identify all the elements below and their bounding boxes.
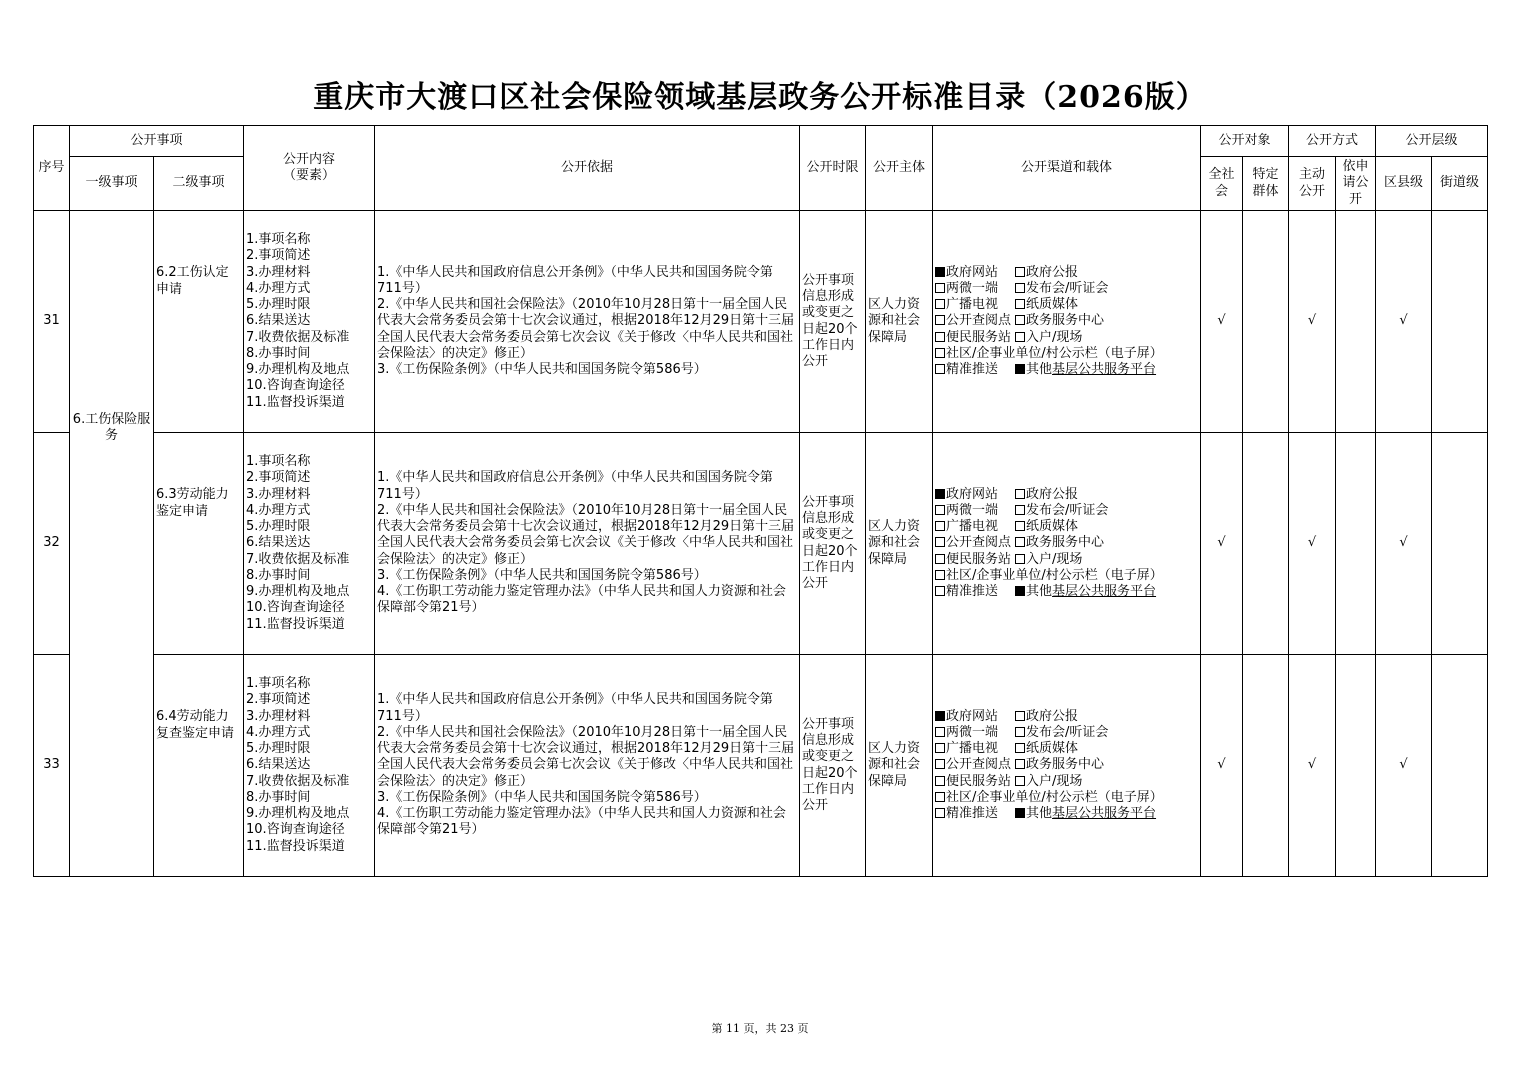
- channel-row: [935, 552, 1198, 568]
- channel-label: 入户/现场: [1026, 773, 1083, 789]
- header-content-label: 公开内容（要素）: [283, 151, 336, 183]
- checkbox-icon: [935, 586, 945, 596]
- cell-street: [1432, 433, 1488, 655]
- channel-item: [1015, 709, 1078, 725]
- channel-label: 社区/企事业单位/村公示栏（电子屏）: [946, 789, 1163, 805]
- checkbox-icon: [1015, 299, 1025, 309]
- checkbox-icon: [935, 537, 945, 547]
- channel-label: 入户/现场: [1026, 551, 1083, 567]
- header-content: [244, 126, 375, 211]
- header-level1: 一级事项: [70, 157, 154, 211]
- basis-item: 2.《中华人民共和国社会保险法》（2010年10月28日第十一届全国人民代表大会常务委员会第十七次会议通过，根据2018年12月29日第十三届全国人民代表大会常务委员会第七次会议《关于修改〈中华人民共和国社会保险法〉的决定》修正）: [377, 724, 795, 789]
- page-footer: 第 11 页，共 23 页: [711, 1022, 809, 1035]
- channel-item: [1015, 806, 1156, 822]
- content-item: 2.事项简述: [246, 692, 311, 708]
- channel-item: [935, 519, 1015, 535]
- channel-row: [935, 362, 1198, 378]
- page-title: 重庆市大渡口区社会保险领域基层政务公开标准目录（2026版）: [313, 80, 1207, 115]
- cell-specific-group: [1243, 433, 1289, 655]
- channel-label: 两微一端: [946, 724, 999, 740]
- channel-label: 发布会/听证会: [1026, 280, 1109, 296]
- channel-item: [1015, 330, 1082, 346]
- channel-item: [1015, 297, 1078, 313]
- checkbox-icon: [1015, 489, 1025, 499]
- channel-row: [935, 568, 1198, 584]
- channel-label: 精准推送: [946, 584, 999, 600]
- content-item: 4.办理方式: [246, 502, 311, 518]
- channel-item: [935, 806, 1015, 822]
- cell-level2: 6.3劳动能力鉴定申请: [154, 433, 244, 655]
- channel-item: [935, 330, 1015, 346]
- checkbox-icon: [935, 364, 945, 374]
- checkbox-icon: [1015, 283, 1025, 293]
- checkbox-icon: [935, 315, 945, 325]
- content-item: 9.办理机构及地点: [246, 584, 350, 600]
- channel-item: [1015, 584, 1156, 600]
- cell-on-request: [1336, 211, 1376, 433]
- cell-specific-group: [1243, 211, 1289, 433]
- checkbox-icon: [1015, 711, 1025, 721]
- basis-item: 2.《中华人民共和国社会保险法》（2010年10月28日第十一届全国人民代表大会常务委员会第十七次会议通过，根据2018年12月29日第十三届全国人民代表大会常务委员会第七次会议《关于修改〈中华人民共和国社会保险法〉的决定》修正）: [377, 502, 795, 567]
- content-item: 7.收费依据及标准: [246, 329, 350, 345]
- header-level: 公开层级: [1376, 126, 1488, 157]
- channel-label: 纸质媒体: [1026, 741, 1079, 757]
- content-item: 3.办理材料: [246, 708, 311, 724]
- content-item: 2.事项简述: [246, 470, 311, 486]
- content-item: 1.事项名称: [246, 232, 311, 248]
- content-item: 5.办理时限: [246, 741, 311, 757]
- channel-label: 广播电视: [946, 741, 999, 757]
- cell-content: [244, 655, 375, 877]
- channel-extra: 基层公共服务平台: [1052, 584, 1157, 600]
- cell-time-limit: 公开事项信息形成或变更之日起20个工作日内公开: [800, 211, 866, 433]
- channel-label: 政务服务中心: [1026, 535, 1105, 551]
- channel-item: [1015, 487, 1078, 503]
- channel-item: [935, 281, 1015, 297]
- basis-item: 2.《中华人民共和国社会保险法》（2010年10月28日第十一届全国人民代表大会常务委员会第十七次会议通过，根据2018年12月29日第十三届全国人民代表大会常务委员会第七次会议《关于修改〈中华人民共和国社会保险法〉的决定》修正）: [377, 297, 795, 361]
- channel-label: 公开查阅点: [946, 757, 1012, 773]
- channel-item: [1015, 362, 1156, 378]
- channel-item: [1015, 552, 1082, 568]
- channel-extra: 基层公共服务平台: [1052, 362, 1157, 378]
- channel-item: [1015, 535, 1104, 551]
- channel-row: [935, 741, 1198, 757]
- cell-channel: [933, 655, 1201, 877]
- content-item: 11.监督投诉渠道: [246, 394, 345, 410]
- header-whole-society: [1201, 157, 1243, 211]
- channel-item: [935, 568, 1163, 584]
- table-row: [34, 211, 1488, 433]
- header-on-request: [1336, 157, 1376, 211]
- cell-level1: [70, 211, 154, 655]
- channel-row: [935, 281, 1198, 297]
- header-active: [1289, 157, 1336, 211]
- channel-label: 入户/现场: [1026, 329, 1083, 345]
- cell-basis: [375, 211, 800, 433]
- cell-seq: 33: [34, 655, 70, 877]
- channel-item: [935, 535, 1015, 551]
- channel-item: [935, 313, 1015, 329]
- channel-item: [1015, 774, 1082, 790]
- cell-street: [1432, 211, 1488, 433]
- content-item: 4.办理方式: [246, 724, 311, 740]
- cell-content: [244, 211, 375, 433]
- checkbox-icon: [1015, 586, 1025, 596]
- checkbox-icon: [935, 267, 945, 277]
- channel-label: 两微一端: [946, 502, 999, 518]
- channel-row: [935, 265, 1198, 281]
- catalog-table: [33, 125, 1488, 877]
- content-item: 6.结果送达: [246, 757, 311, 773]
- cell-whole-society: √: [1201, 211, 1243, 433]
- checkbox-icon: [1015, 808, 1025, 818]
- checkbox-icon: [935, 727, 945, 737]
- cell-street: [1432, 655, 1488, 877]
- cell-basis: [375, 655, 800, 877]
- channel-item: [935, 584, 1015, 600]
- channel-row: [935, 519, 1198, 535]
- basis-item: 1.《中华人民共和国政府信息公开条例》（中华人民共和国国务院令第711号）: [377, 264, 773, 296]
- channel-label: 发布会/听证会: [1026, 502, 1109, 518]
- channel-item: [1015, 725, 1108, 741]
- channel-item: [935, 725, 1015, 741]
- cell-level2: 6.4劳动能力复查鉴定申请: [154, 655, 244, 877]
- header-object: 公开对象: [1201, 126, 1289, 157]
- basis-item: 4.《工伤职工劳动能力鉴定管理办法》（中华人民共和国人力资源和社会保障部令第21号）: [377, 584, 786, 616]
- cell-time-limit: 公开事项信息形成或变更之日起20个工作日内公开: [800, 655, 866, 877]
- header-district: 区县级: [1376, 157, 1432, 211]
- channel-item: [1015, 519, 1078, 535]
- basis-item: 3.《工伤保险条例》（中华人民共和国国务院令第586号）: [377, 567, 707, 583]
- channel-item: [1015, 757, 1104, 773]
- basis-item: 1.《中华人民共和国政府信息公开条例》（中华人民共和国国务院令第711号）: [377, 692, 773, 724]
- basis-item: 4.《工伤职工劳动能力鉴定管理办法》（中华人民共和国人力资源和社会保障部令第21号）: [377, 806, 786, 838]
- cell-active: √: [1289, 433, 1336, 655]
- channel-label: 政务服务中心: [1026, 313, 1105, 329]
- content-item: 7.收费依据及标准: [246, 773, 350, 789]
- checkbox-icon: [1015, 537, 1025, 547]
- checkbox-icon: [1015, 332, 1025, 342]
- channel-label: 广播电视: [946, 297, 999, 313]
- checkbox-icon: [935, 792, 945, 802]
- channel-label: 公开查阅点: [946, 313, 1012, 329]
- checkbox-icon: [935, 348, 945, 358]
- cell-specific-group: [1243, 655, 1289, 877]
- cell-level2: 6.2工伤认定申请: [154, 211, 244, 433]
- channel-label: 两微一端: [946, 280, 999, 296]
- channel-item: [935, 709, 1015, 725]
- content-item: 10.咨询查询途径: [246, 600, 345, 616]
- channel-item: [1015, 281, 1108, 297]
- channel-row: [935, 297, 1198, 313]
- channel-label: 其他: [1026, 584, 1053, 600]
- level1-label: 6.工伤保险服务: [72, 412, 151, 444]
- channel-row: [935, 487, 1198, 503]
- checkbox-icon: [1015, 759, 1025, 769]
- content-item: 10.咨询查询途径: [246, 378, 345, 394]
- basis-item: 3.《工伤保险条例》（中华人民共和国国务院令第586号）: [377, 362, 707, 378]
- channel-label: 纸质媒体: [1026, 297, 1079, 313]
- checkbox-icon: [935, 570, 945, 580]
- cell-whole-society: √: [1201, 433, 1243, 655]
- checkbox-icon: [935, 283, 945, 293]
- header-street: 街道级: [1432, 157, 1488, 211]
- content-item: 8.办事时间: [246, 567, 311, 583]
- channel-row: [935, 725, 1198, 741]
- cell-on-request: [1336, 433, 1376, 655]
- content-item: 4.办理方式: [246, 280, 311, 296]
- table-row: [34, 433, 1488, 655]
- content-item: 11.监督投诉渠道: [246, 616, 345, 632]
- cell-time-limit: 公开事项信息形成或变更之日起20个工作日内公开: [800, 433, 866, 655]
- channel-label: 其他: [1026, 806, 1053, 822]
- header-subject: 公开主体: [866, 126, 933, 211]
- header-basis: 公开依据: [375, 126, 800, 211]
- cell-seq: 32: [34, 433, 70, 655]
- content-item: 8.办事时间: [246, 789, 311, 805]
- table-row: [34, 655, 1488, 877]
- channel-label: 精准推送: [946, 806, 999, 822]
- checkbox-icon: [1015, 505, 1025, 515]
- cell-district: √: [1376, 211, 1432, 433]
- cell-channel: [933, 211, 1201, 433]
- checkbox-icon: [935, 521, 945, 531]
- channel-label: 精准推送: [946, 362, 999, 378]
- checkbox-icon: [1015, 554, 1025, 564]
- channel-extra: 基层公共服务平台: [1052, 806, 1157, 822]
- channel-item: [935, 552, 1015, 568]
- content-item: 6.结果送达: [246, 313, 311, 329]
- channel-label: 其他: [1026, 362, 1053, 378]
- checkbox-icon: [1015, 315, 1025, 325]
- checkbox-icon: [1015, 727, 1025, 737]
- channel-item: [935, 346, 1163, 362]
- header-specific-group: [1243, 157, 1289, 211]
- channel-label: 公开查阅点: [946, 535, 1012, 551]
- content-item: 3.办理材料: [246, 486, 311, 502]
- channel-label: 政府网站: [946, 264, 999, 280]
- header-time-limit: 公开时限: [800, 126, 866, 211]
- channel-row: [935, 330, 1198, 346]
- channel-row: [935, 313, 1198, 329]
- channel-label: 社区/企事业单位/村公示栏（电子屏）: [946, 567, 1163, 583]
- cell-basis: [375, 433, 800, 655]
- channel-row: [935, 806, 1198, 822]
- content-item: 11.监督投诉渠道: [246, 838, 345, 854]
- header-on-request-label: 依申请公开: [1342, 159, 1369, 207]
- channel-item: [935, 757, 1015, 773]
- channel-item: [935, 362, 1015, 378]
- cell-active: √: [1289, 211, 1336, 433]
- checkbox-icon: [1015, 364, 1025, 374]
- checkbox-icon: [935, 489, 945, 499]
- cell-channel: [933, 433, 1201, 655]
- channel-label: 纸质媒体: [1026, 519, 1079, 535]
- header-level2: 二级事项: [154, 157, 244, 211]
- header-method: 公开方式: [1289, 126, 1376, 157]
- checkbox-icon: [935, 759, 945, 769]
- channel-row: [935, 790, 1198, 806]
- checkbox-icon: [935, 505, 945, 515]
- cell-level1-continued: [70, 655, 154, 877]
- cell-on-request: [1336, 655, 1376, 877]
- header-channel: 公开渠道和载体: [933, 126, 1201, 211]
- content-item: 2.事项简述: [246, 248, 311, 264]
- checkbox-icon: [935, 776, 945, 786]
- basis-item: 1.《中华人民共和国政府信息公开条例》（中华人民共和国国务院令第711号）: [377, 470, 773, 502]
- checkbox-icon: [1015, 521, 1025, 531]
- channel-item: [935, 774, 1015, 790]
- channel-label: 社区/企事业单位/村公示栏（电子屏）: [946, 345, 1163, 361]
- channel-label: 便民服务站: [946, 551, 1012, 567]
- cell-subject: 区人力资源和社会保障局: [866, 655, 933, 877]
- header-specific-group-label: 特定群体: [1252, 167, 1279, 199]
- content-item: 6.结果送达: [246, 535, 311, 551]
- checkbox-icon: [935, 299, 945, 309]
- channel-item: [1015, 741, 1078, 757]
- checkbox-icon: [935, 554, 945, 564]
- basis-item: 3.《工伤保险条例》（中华人民共和国国务院令第586号）: [377, 789, 707, 805]
- cell-content: [244, 433, 375, 655]
- channel-item: [935, 503, 1015, 519]
- content-item: 7.收费依据及标准: [246, 551, 350, 567]
- content-item: 8.办事时间: [246, 345, 311, 361]
- channel-item: [1015, 313, 1104, 329]
- content-item: 9.办理机构及地点: [246, 362, 350, 378]
- channel-label: 政府公报: [1026, 486, 1079, 502]
- header-matters: 公开事项: [70, 126, 244, 157]
- cell-whole-society: √: [1201, 655, 1243, 877]
- channel-row: [935, 757, 1198, 773]
- channel-item: [935, 790, 1163, 806]
- channel-item: [935, 487, 1015, 503]
- header-whole-society-label: 全社会: [1208, 167, 1235, 199]
- content-item: 3.办理材料: [246, 264, 311, 280]
- channel-label: 政府网站: [946, 486, 999, 502]
- cell-seq: 31: [34, 211, 70, 433]
- channel-item: [935, 265, 1015, 281]
- channel-label: 政府公报: [1026, 708, 1079, 724]
- content-item: 1.事项名称: [246, 454, 311, 470]
- header-seq: 序号: [34, 126, 70, 211]
- checkbox-icon: [935, 808, 945, 818]
- channel-row: [935, 774, 1198, 790]
- checkbox-icon: [935, 711, 945, 721]
- content-item: 1.事项名称: [246, 676, 311, 692]
- channel-label: 便民服务站: [946, 773, 1012, 789]
- channel-row: [935, 503, 1198, 519]
- checkbox-icon: [1015, 267, 1025, 277]
- channel-row: [935, 709, 1198, 725]
- channel-row: [935, 584, 1198, 600]
- checkbox-icon: [1015, 776, 1025, 786]
- content-item: 9.办理机构及地点: [246, 806, 350, 822]
- channel-label: 便民服务站: [946, 329, 1012, 345]
- channel-row: [935, 535, 1198, 551]
- checkbox-icon: [935, 332, 945, 342]
- content-item: 5.办理时限: [246, 297, 311, 313]
- header-active-label: 主动公开: [1299, 167, 1326, 199]
- cell-district: √: [1376, 433, 1432, 655]
- channel-item: [1015, 503, 1108, 519]
- channel-label: 政府公报: [1026, 264, 1079, 280]
- cell-subject: 区人力资源和社会保障局: [866, 211, 933, 433]
- channel-item: [1015, 265, 1078, 281]
- checkbox-icon: [935, 743, 945, 753]
- cell-active: √: [1289, 655, 1336, 877]
- channel-item: [935, 297, 1015, 313]
- content-item: 5.办理时限: [246, 519, 311, 535]
- channel-label: 发布会/听证会: [1026, 724, 1109, 740]
- content-item: 10.咨询查询途径: [246, 822, 345, 838]
- channel-label: 广播电视: [946, 519, 999, 535]
- checkbox-icon: [1015, 743, 1025, 753]
- channel-label: 政府网站: [946, 708, 999, 724]
- channel-item: [935, 741, 1015, 757]
- cell-subject: 区人力资源和社会保障局: [866, 433, 933, 655]
- channel-row: [935, 346, 1198, 362]
- channel-label: 政务服务中心: [1026, 757, 1105, 773]
- cell-district: √: [1376, 655, 1432, 877]
